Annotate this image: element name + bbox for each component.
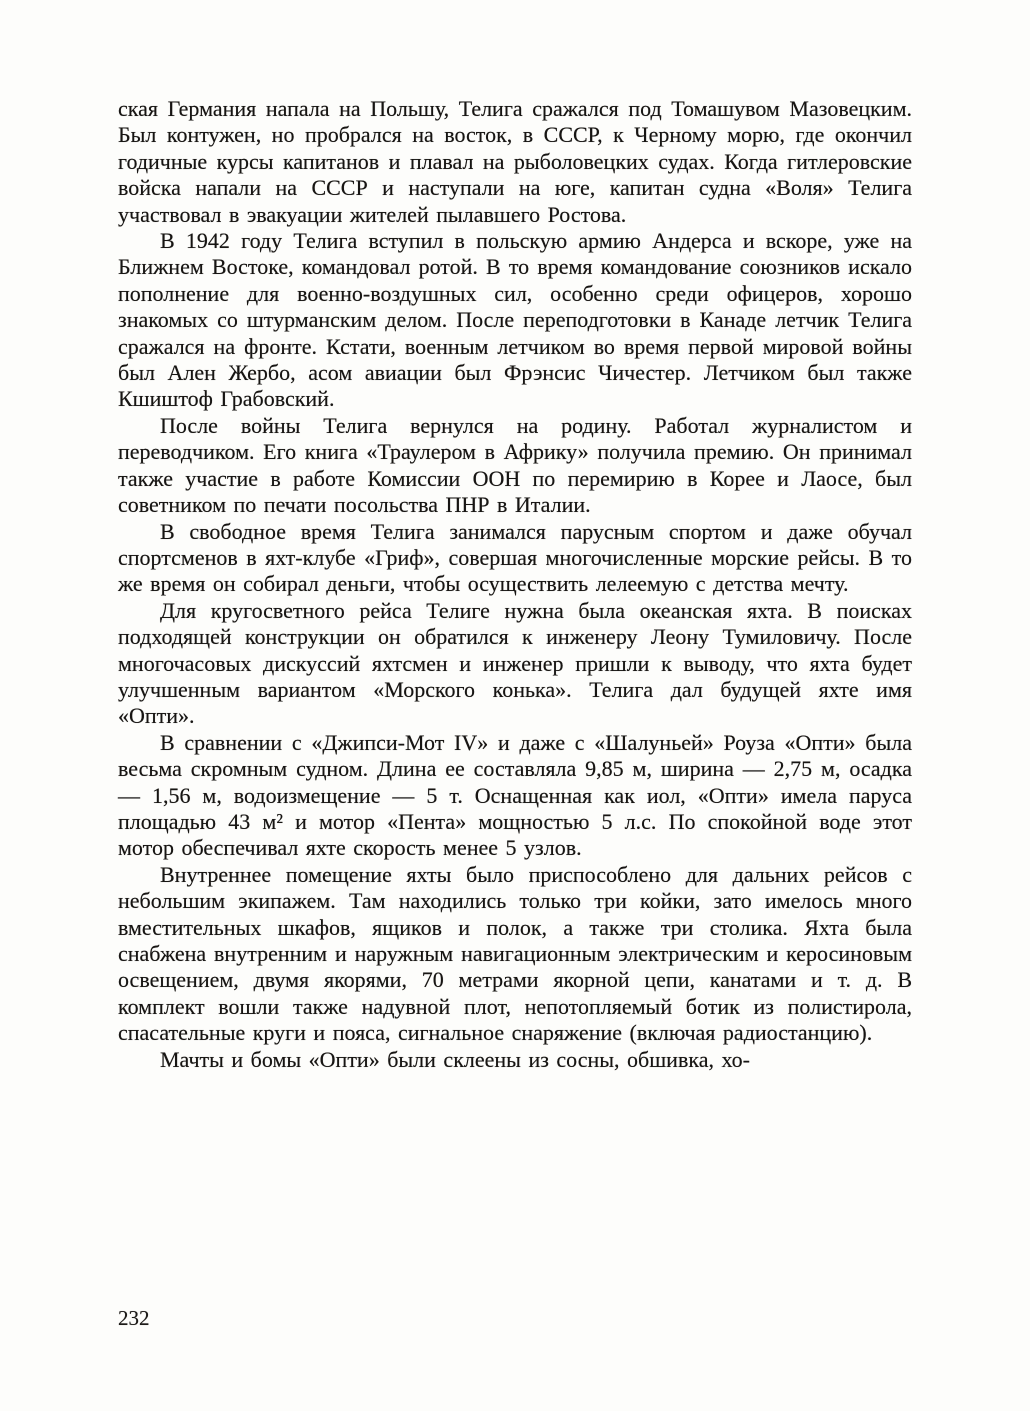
body-text-column	[118, 96, 912, 1073]
paragraph: В сравнении с «Джипси-Мот IV» и даже с «Шалуньей» Роуза «Опти» была весьма скромным судном. Длина ее составляла 9,85 м, ширина — 2,75 м, осадка — 1,56 м, водоизмещение — 5 т. Оснащенная как иол, «Опти» имела паруса площадью 43 м² и мотор «Пента» мощностью 5 л.с. По спокойной воде этот мотор обеспечивал яхте скорость менее 5 узлов.	[118, 729, 912, 861]
page-number: 232	[118, 1306, 150, 1330]
paragraph: Внутреннее помещение яхты было приспособлено для дальних рейсов с небольшим экипажем. Там находились только три койки, зато имелось много вместительных шкафов, ящиков и полок, а также три столика. Яхта была снабжена внутренним и наружным навигационным электрическим и керосиновым освещением, двумя якорями, 70 метрами якорной цепи, канатами и т. д. В комплект вошли также надувной плот, непотопляемый ботик из полистирола, спасательные круги и пояса, сигнальное снаряжение (включая радиостанцию).	[118, 861, 912, 1046]
paragraph: В 1942 году Телига вступил в польскую армию Андерса и вскоре, уже на Ближнем Востоке, командовал ротой. В то время командование союзников искало пополнение для военно-воздушных сил, особенно среди офицеров, хорошо знакомых со штурманским делом. После переподготовки в Канаде летчик Телига сражался на фронте. Кстати, военным летчиком во время первой мировой войны был Ален Жербо, асом авиации был Фрэнсис Чичестер. Летчиком был также Кшиштоф Грабовский.	[118, 228, 912, 412]
paragraph-continuation: ская Германия напала на Польшу, Телига сражался под Томашувом Мазовецким. Был контужен, но пробрался на восток, в СССР, к Черному морю, где окончил годичные курсы капитанов и плавал на рыболовецких судах. Когда гитлеровские войска напали на СССР и наступали на юге, капитан судна «Воля» Телига участвовал в эвакуации жителей пылавшего Ростова.	[118, 96, 912, 227]
paragraph-hyphen-break: Мачты и бомы «Опти» были склеены из сосны, обшивка, хо-	[160, 1046, 750, 1072]
paragraph: Для кругосветного рейса Телиге нужна была океанская яхта. В поисках подходящей конструкции он обратился к инженеру Леону Тумиловичу. После многочасовых дискуссий яхтсмен и инженер пришли к выводу, что яхта будет улучшенным вариантом «Морского конька». Телига дал будущей яхте имя «Опти».	[118, 597, 912, 729]
paragraph: В свободное время Телига занимался парусным спортом и даже обучал спортсменов в яхт-клубе «Гриф», совершая многочисленные морские рейсы. В то же время он собирал деньги, чтобы осуществить лелеемую с детства мечту.	[118, 518, 912, 597]
paragraph: После войны Телига вернулся на родину. Работал журналистом и переводчиком. Его книга «Траулером в Африку» получила премию. Он принимал также участие в работе Комиссии ООН по перемирию в Корее и Лаосе, был советником по печати посольства ПНР в Италии.	[118, 412, 912, 518]
